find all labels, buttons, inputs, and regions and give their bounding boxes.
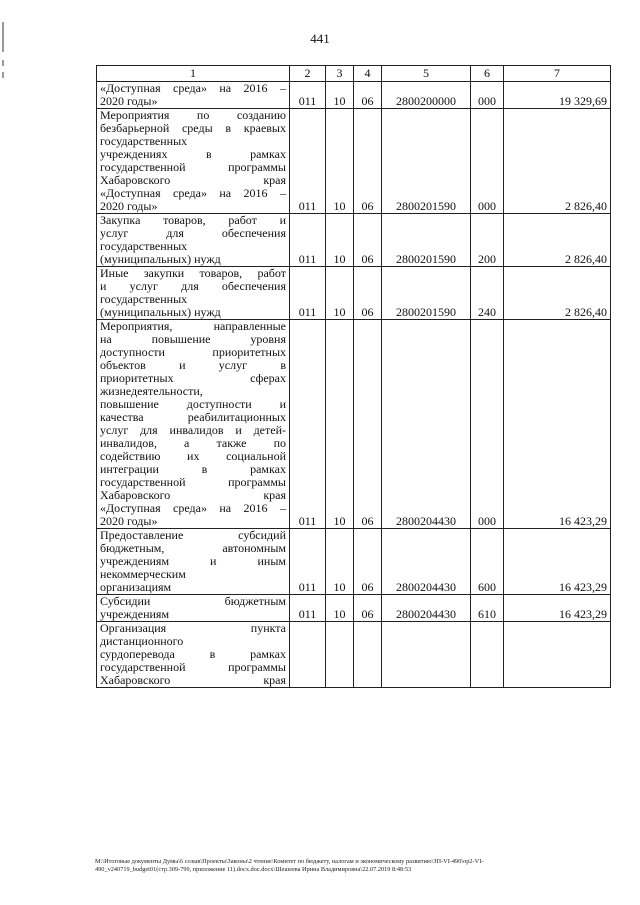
section-cell: 10 [326, 320, 354, 529]
expense-type-cell: 600 [471, 529, 504, 595]
amount-cell: 2 826,40 [504, 109, 611, 214]
target-article-cell: 2800201590 [382, 109, 471, 214]
ministry-code-cell: 011 [290, 529, 326, 595]
row-name-cell [97, 267, 290, 320]
section-cell: 10 [326, 82, 354, 109]
row-name-line: учреждениям [100, 607, 170, 621]
table-row [97, 267, 611, 320]
row-name-line: безбарьерной среды в краевых [100, 121, 286, 135]
expense-type-cell: 200 [471, 214, 504, 267]
row-name-line: содействию их социальной [100, 449, 286, 463]
row-name-line: Предоставление субсидий [100, 528, 286, 542]
row-name-line: государственных [100, 134, 188, 148]
table-row [97, 622, 611, 688]
amount-cell: 2 826,40 [504, 214, 611, 267]
row-name-cell [97, 320, 290, 529]
section-cell: 10 [326, 109, 354, 214]
subsection-cell [354, 622, 382, 688]
subsection-cell: 06 [354, 595, 382, 622]
expense-type-cell [471, 622, 504, 688]
row-name-cell [97, 82, 290, 109]
ministry-code-cell [290, 622, 326, 688]
target-article-cell [382, 622, 471, 688]
row-name-cell [97, 214, 290, 267]
table-row [97, 529, 611, 595]
footer-line: 490_v240719_budget01(стр.309-799, приложение 11).docx.doc.docx\Шешеева Ирина Владимировна\22.07.2019 8:48:53 [95, 866, 412, 873]
row-name-cell [97, 595, 290, 622]
row-name-line: (муниципальных) нужд [100, 305, 221, 319]
row-name-line: Хабаровского края [100, 173, 286, 187]
amount-cell [504, 622, 611, 688]
subsection-cell: 06 [354, 529, 382, 595]
ministry-code-cell: 011 [290, 320, 326, 529]
expense-type-cell: 000 [471, 320, 504, 529]
row-name-line: «Доступная среда» на 2016 – [100, 501, 286, 515]
column-header: 1 [97, 66, 290, 82]
row-name-line: учреждениям и иным [100, 554, 286, 568]
ministry-code-cell: 011 [290, 214, 326, 267]
column-header: 5 [382, 66, 471, 82]
target-article-cell: 2800204430 [382, 529, 471, 595]
row-name-line: государственной программы [100, 475, 286, 489]
column-header: 3 [326, 66, 354, 82]
row-name-line: Хабаровского края [100, 488, 286, 502]
row-name-line: учреждениях в рамках [100, 147, 286, 161]
row-name-line: (муниципальных) нужд [100, 252, 221, 266]
amount-cell: 16 423,29 [504, 320, 611, 529]
row-name-line: Закупка товаров, работ и [100, 213, 286, 227]
row-name-line: на повышение уровня [100, 332, 286, 346]
row-name-line: и услуг для обеспечения [100, 279, 286, 293]
target-article-cell: 2800201590 [382, 267, 471, 320]
row-name-line: дистанционного [100, 634, 184, 648]
budget-table [96, 65, 611, 688]
row-name-line: Мероприятия по созданию [100, 108, 286, 122]
file-path-footer [95, 858, 615, 874]
row-name-line: «Доступная среда» на 2016 – [100, 81, 286, 95]
subsection-cell: 06 [354, 214, 382, 267]
subsection-cell: 06 [354, 320, 382, 529]
ministry-code-cell: 011 [290, 267, 326, 320]
target-article-cell: 2800201590 [382, 214, 471, 267]
target-article-cell: 2800204430 [382, 595, 471, 622]
column-header: 6 [471, 66, 504, 82]
row-name-line: государственных [100, 292, 188, 306]
amount-cell: 2 826,40 [504, 267, 611, 320]
subsection-cell: 06 [354, 82, 382, 109]
table-row [97, 595, 611, 622]
expense-type-cell: 000 [471, 82, 504, 109]
row-name-line: организациям [100, 580, 172, 594]
row-name-line: интеграции в рамках [100, 462, 286, 476]
row-name-cell [97, 622, 290, 688]
section-cell: 10 [326, 595, 354, 622]
table-row [97, 214, 611, 267]
row-name-line: Мероприятия, направленные [100, 319, 286, 333]
amount-cell: 16 423,29 [504, 595, 611, 622]
row-name-line: 2020 годы» [100, 514, 158, 528]
page-number: 441 [310, 31, 330, 46]
row-name-line: государственной программы [100, 660, 286, 674]
subsection-cell: 06 [354, 109, 382, 214]
section-cell: 10 [326, 529, 354, 595]
ministry-code-cell: 011 [290, 82, 326, 109]
row-name-line: 2020 годы» [100, 199, 158, 213]
row-name-line: инвалидов, а также по [100, 436, 286, 450]
row-name-line: Иные закупки товаров, работ [100, 266, 286, 280]
row-name-line: 2020 годы» [100, 94, 158, 108]
row-name-line: повышение доступности и [100, 397, 286, 411]
row-name-line: услуг для обеспечения [100, 226, 286, 240]
row-name-line: Субсидии бюджетным [100, 594, 286, 608]
column-header: 7 [504, 66, 611, 82]
expense-type-cell: 240 [471, 267, 504, 320]
section-cell: 10 [326, 214, 354, 267]
row-name-line: приоритетных сферах [100, 371, 286, 385]
row-name-line: объектов и услуг в [100, 358, 286, 372]
row-name-cell [97, 109, 290, 214]
row-name-line: некоммерческим [100, 567, 186, 581]
amount-cell: 16 423,29 [504, 529, 611, 595]
expense-type-cell: 000 [471, 109, 504, 214]
ministry-code-cell: 011 [290, 109, 326, 214]
table-row [97, 82, 611, 109]
row-name-line: Организация пункта [100, 621, 286, 635]
row-name-line: сурдоперевода в рамках [100, 647, 286, 661]
ministry-code-cell: 011 [290, 595, 326, 622]
row-name-line: Хабаровского края [100, 673, 286, 687]
row-name-line: государственных [100, 239, 188, 253]
row-name-line: бюджетным, автономным [100, 541, 286, 555]
table-row [97, 320, 611, 529]
amount-cell: 19 329,69 [504, 82, 611, 109]
table-row [97, 109, 611, 214]
section-cell [326, 622, 354, 688]
row-name-line: жизнедеятельности, [100, 384, 203, 398]
row-name-line: «Доступная среда» на 2016 – [100, 186, 286, 200]
row-name-line: качества реабилитационных [100, 410, 286, 424]
row-name-line: государственной программы [100, 160, 286, 174]
subsection-cell: 06 [354, 267, 382, 320]
row-name-line: доступности приоритетных [100, 345, 286, 359]
column-header: 2 [290, 66, 326, 82]
target-article-cell: 2800200000 [382, 82, 471, 109]
expense-type-cell: 610 [471, 595, 504, 622]
header-row [97, 66, 611, 82]
row-name-cell [97, 529, 290, 595]
row-name-line: услуг для инвалидов и детей- [100, 423, 286, 437]
footer-line: M:\Итоговые документы Думы\6 созыв\Проекты\Законы\2 чтение\Комитет по бюджету, налогам и экономическому развитию\ЗП-VI-490\ор2-VI- [95, 858, 484, 865]
section-cell: 10 [326, 267, 354, 320]
column-header: 4 [354, 66, 382, 82]
target-article-cell: 2800204430 [382, 320, 471, 529]
